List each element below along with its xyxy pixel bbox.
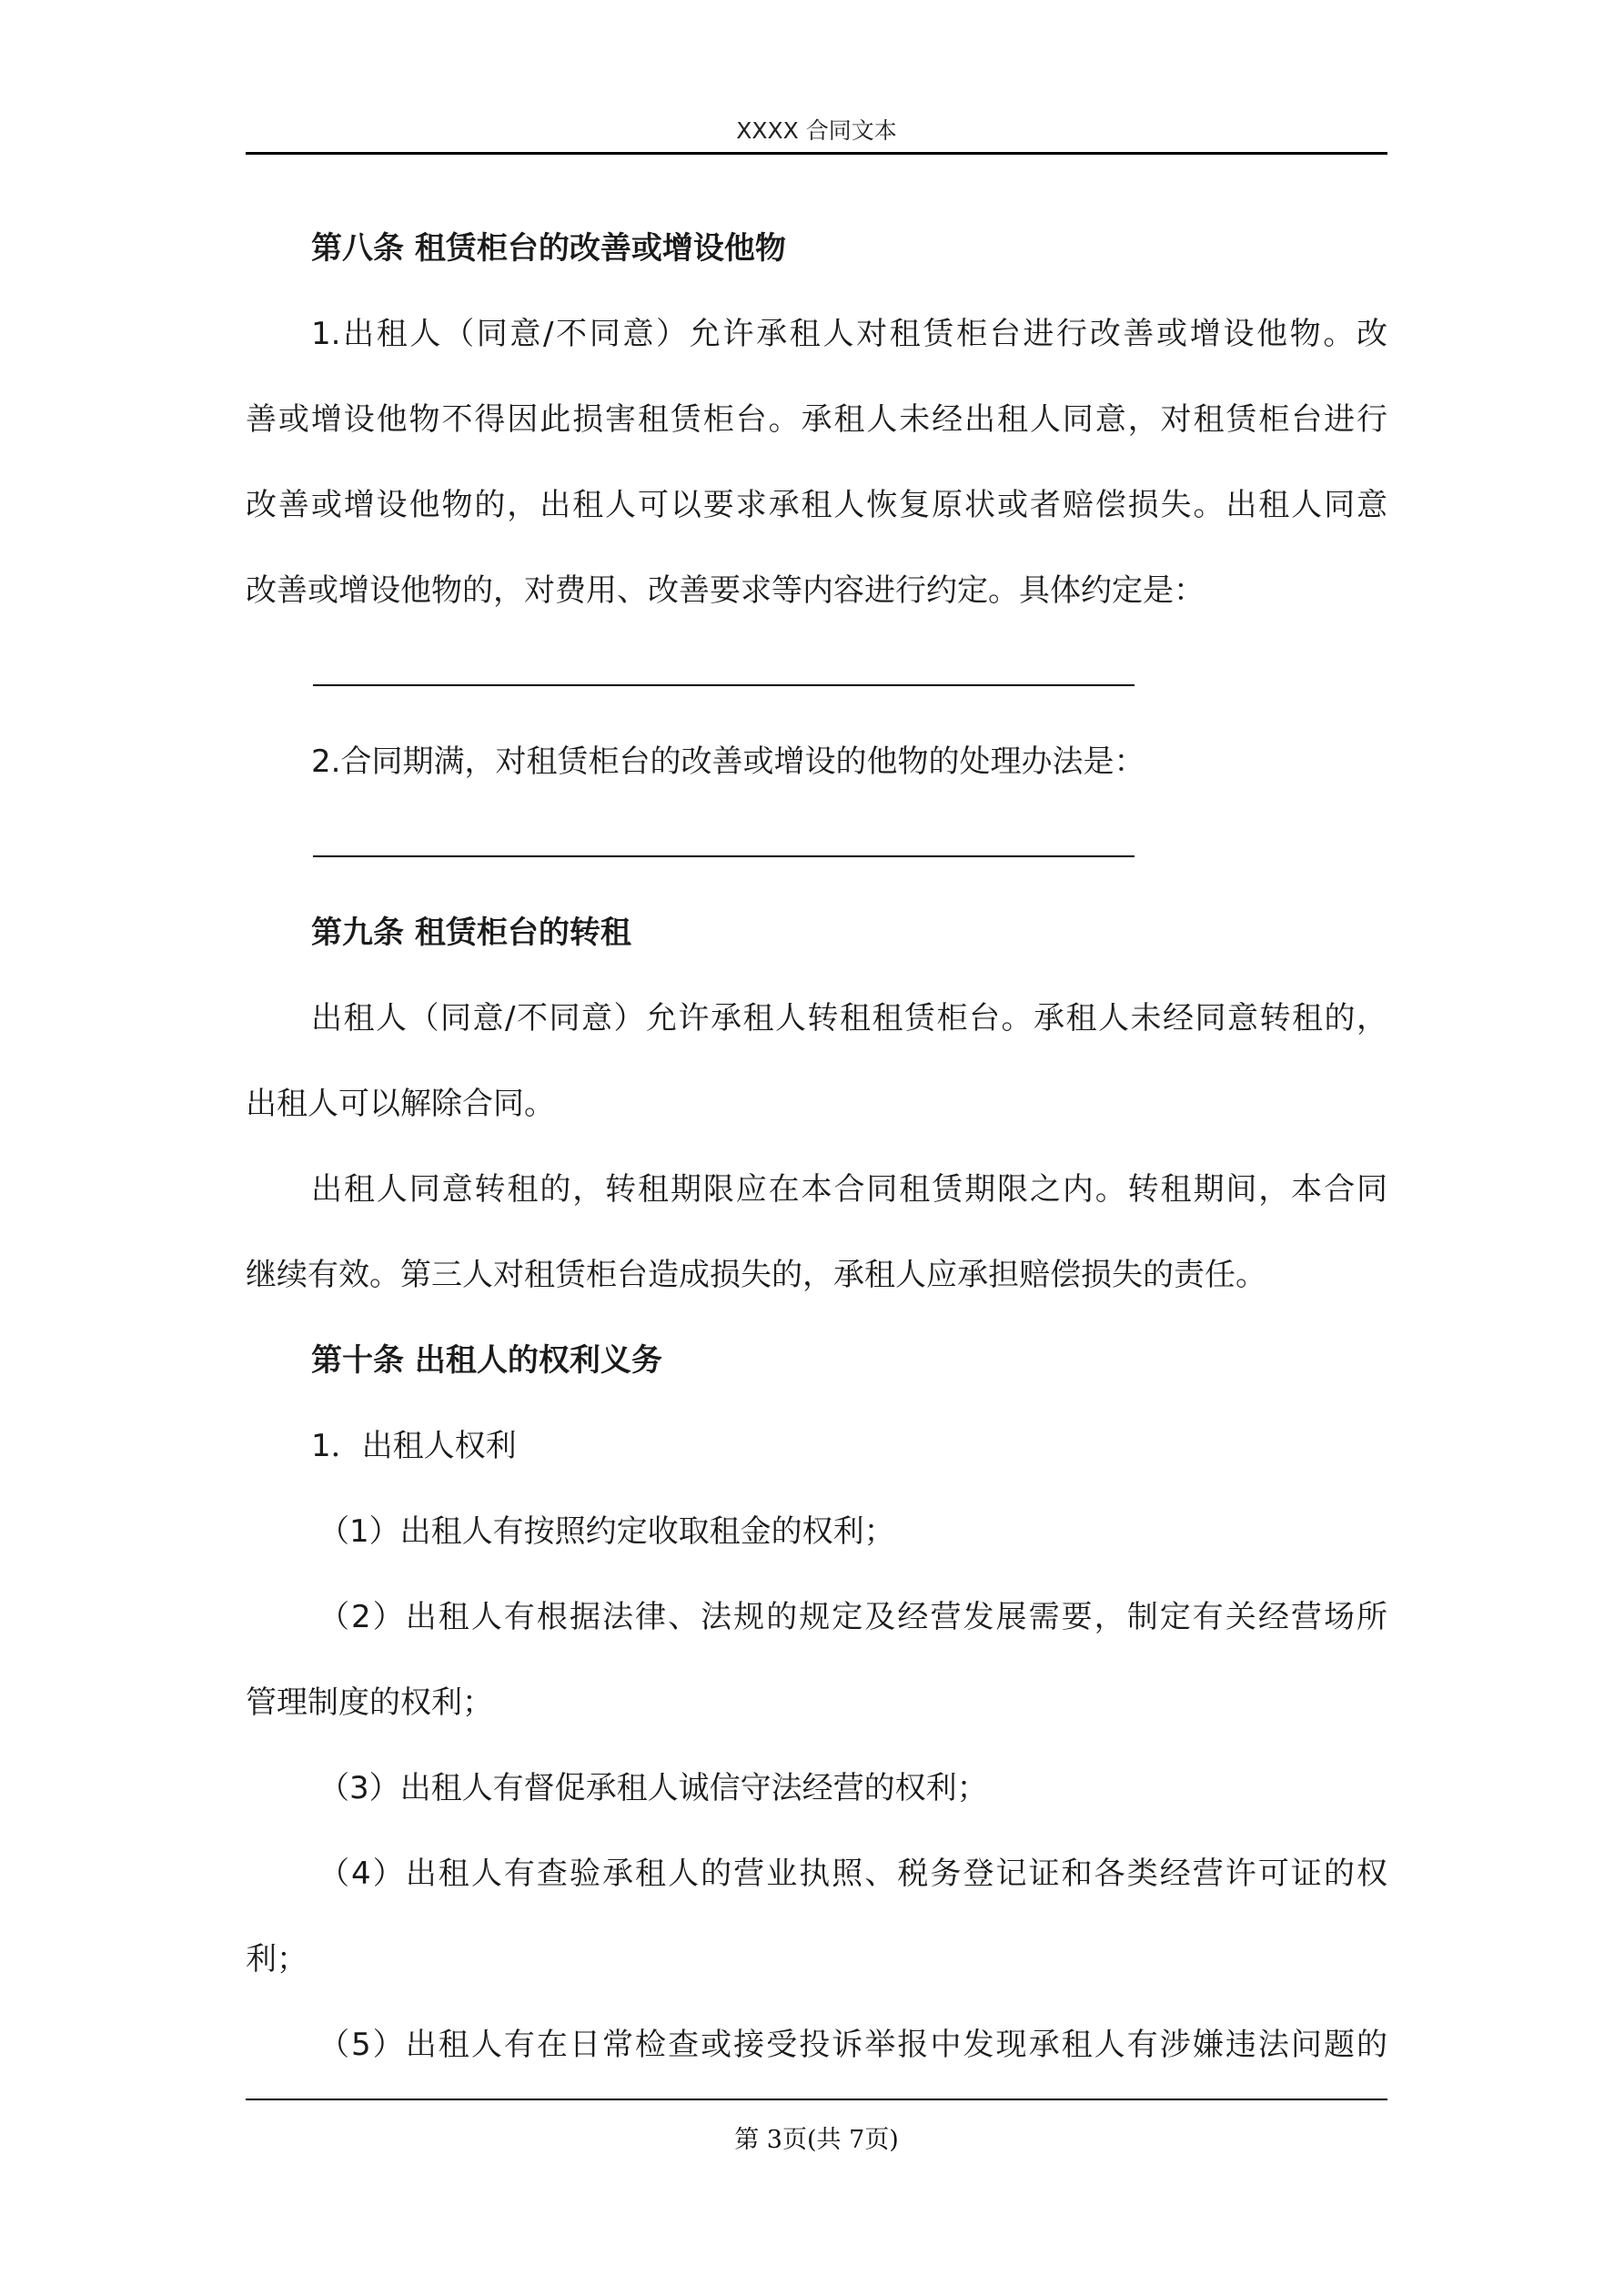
list-item-4-line-2: 利； xyxy=(246,1941,308,1977)
article-9-paragraph-1-line-2: 出租人可以解除合同。 xyxy=(246,1086,555,1122)
page-header-title: XXXX 合同文本 xyxy=(736,117,897,144)
list-item-3: （3）出租人有督促承租人诚信守法经营的权利； xyxy=(318,1770,988,1806)
list-item-2-line-1: （2）出租人有根据法律、法规的规定及经营发展需要，制定有关经营场所 xyxy=(318,1599,1387,1635)
article-9-paragraph-2-line-1: 出租人同意转租的，转租期限应在本合同租赁期限之内。转租期间，本合同 xyxy=(311,1171,1387,1208)
article-8-paragraph-2: 2.合同期满，对租赁柜台的改善或增设的他物的处理办法是： xyxy=(311,743,1145,780)
article-9-paragraph-2-line-2: 继续有效。第三人对租赁柜台造成损失的，承租人应承担赔偿损失的责任。 xyxy=(246,1257,1266,1293)
article-9-heading: 第九条 租赁柜台的转租 xyxy=(311,915,631,951)
article-8-heading: 第八条 租赁柜台的改善或增设他物 xyxy=(311,230,786,267)
page-number: 第 3页(共 7页) xyxy=(734,2126,899,2154)
fill-in-underline xyxy=(313,684,1135,686)
article-8-paragraph-1-line-4: 改善或增设他物的，对费用、改善要求等内容进行约定。具体约定是： xyxy=(246,572,1205,609)
list-item-2-line-2: 管理制度的权利； xyxy=(246,1684,493,1721)
article-10-subheading-1: 1．出租人权利 xyxy=(311,1428,517,1464)
list-item-1: （1）出租人有按照约定收取租金的权利； xyxy=(318,1513,895,1550)
fill-in-blank-1 xyxy=(246,633,1387,719)
article-8-paragraph-1-line-3: 改善或增设他物的，出租人可以要求承租人恢复原状或者赔偿损失。出租人同意 xyxy=(246,487,1387,523)
article-9-paragraph-1-line-1: 出租人（同意/不同意）允许承租人转租租赁柜台。承租人未经同意转租的， xyxy=(311,1000,1387,1037)
document-body xyxy=(246,206,1387,2088)
article-8-paragraph-1-line-2: 善或增设他物不得因此损害租赁柜台。承租人未经出租人同意，对租赁柜台进行 xyxy=(246,401,1387,438)
footer-rule xyxy=(246,2099,1387,2100)
article-8-paragraph-1-line-1: 1.出租人（同意/不同意）允许承租人对租赁柜台进行改善或增设他物。改 xyxy=(311,316,1387,352)
list-item-4-line-1: （4）出租人有查验承租人的营业执照、税务登记证和各类经营许可证的权 xyxy=(318,1856,1387,1892)
list-item-5-line-1: （5）出租人有在日常检查或接受投诉举报中发现承租人有涉嫌违法问题的 xyxy=(318,2027,1387,2063)
fill-in-blank-2 xyxy=(246,804,1387,890)
article-10-heading: 第十条 出租人的权利义务 xyxy=(311,1342,662,1379)
fill-in-underline xyxy=(313,855,1135,857)
header-rule xyxy=(246,152,1387,155)
